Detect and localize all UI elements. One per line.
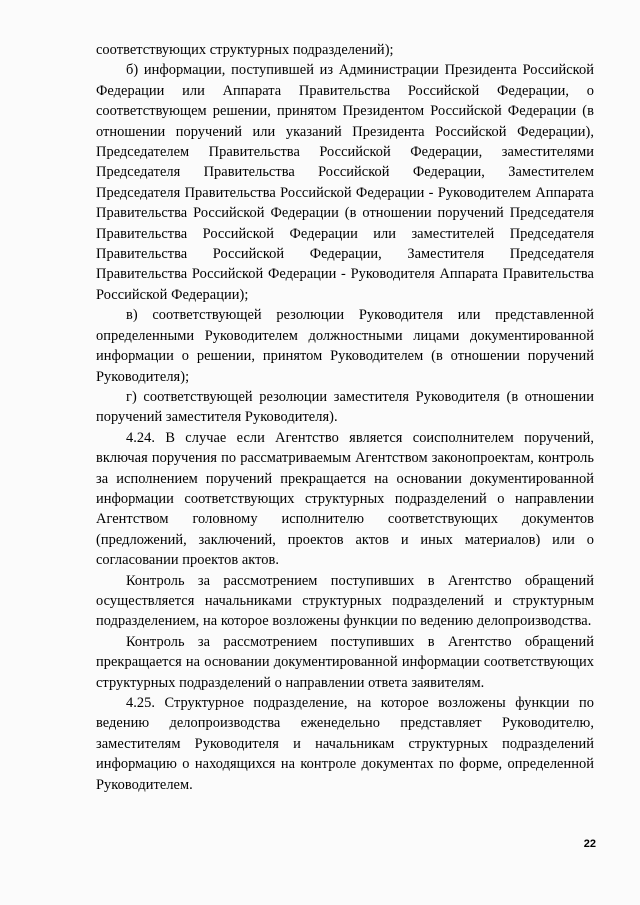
paragraph-item-b: б) информации, поступившей из Администрации Президента Российской Федерации или Аппарата Правительства Российской Федерации, о соответствующем решении, принятом Президентом Российской Федерации (в отношении поручений или указаний Президента Российской Федерации), Председателем Правительства Российской Федерации, заместителями Председателя Правительства Российской Федерации, Заместителем Председателя Правительства Российской Федерации - Руководителем Аппарата Правительства Российской Федерации (в отношении поручений Председателя Правительства Российской Федерации или заместителей Председателя Правительства Российской Федерации, Заместителя Председателя Правительства Российской Федерации - Руководителя Аппарата Правительства Российской Федерации); xyxy=(96,62,594,303)
paragraph-continuation: соответствующих структурных подразделений); xyxy=(96,42,394,58)
paragraph-control-termination: Контроль за рассмотрением поступивших в Агентство обращений прекращается на основании документированной информации соответствующих структурных подразделений о направлении ответа заявителям. xyxy=(96,633,594,691)
paragraph-control-appeals: Контроль за рассмотрением поступивших в Агентство обращений осуществляется начальниками структурных подразделений и структурным подразделением, на которое возложены функции по ведению делопроизводства. xyxy=(96,572,594,630)
paragraph-4-24: 4.24. В случае если Агентство является соисполнителем поручений, включая поручения по рассматриваемым Агентством законопроектам, контроль за исполнением поручений прекращается на основании документированной информации соответствующих структурных подразделений о направлении Агентством головному исполнителю соответствующих документов (предложений, заключений, проектов актов и иных материалов) или о согласовании проектов актов. xyxy=(96,429,594,569)
document-body xyxy=(96,40,594,795)
paragraph-item-g: г) соответствующей резолюции заместителя Руководителя (в отношении поручений заместителя Руководителя). xyxy=(96,388,594,426)
paragraph-item-v: в) соответствующей резолюции Руководителя или представленной определенными Руководителем должностными лицами документированной информации о решении, принятом Руководителем (в отношении поручений Руководителя); xyxy=(96,307,594,385)
paragraph-4-25: 4.25. Структурное подразделение, на которое возложены функции по ведению делопроизводства еженедельно представляет Руководителю, заместителям Руководителя и начальникам структурных подразделений информацию о находящихся на контроле документах по форме, определенной Руководителем. xyxy=(96,695,594,793)
page-number: 22 xyxy=(583,838,596,850)
